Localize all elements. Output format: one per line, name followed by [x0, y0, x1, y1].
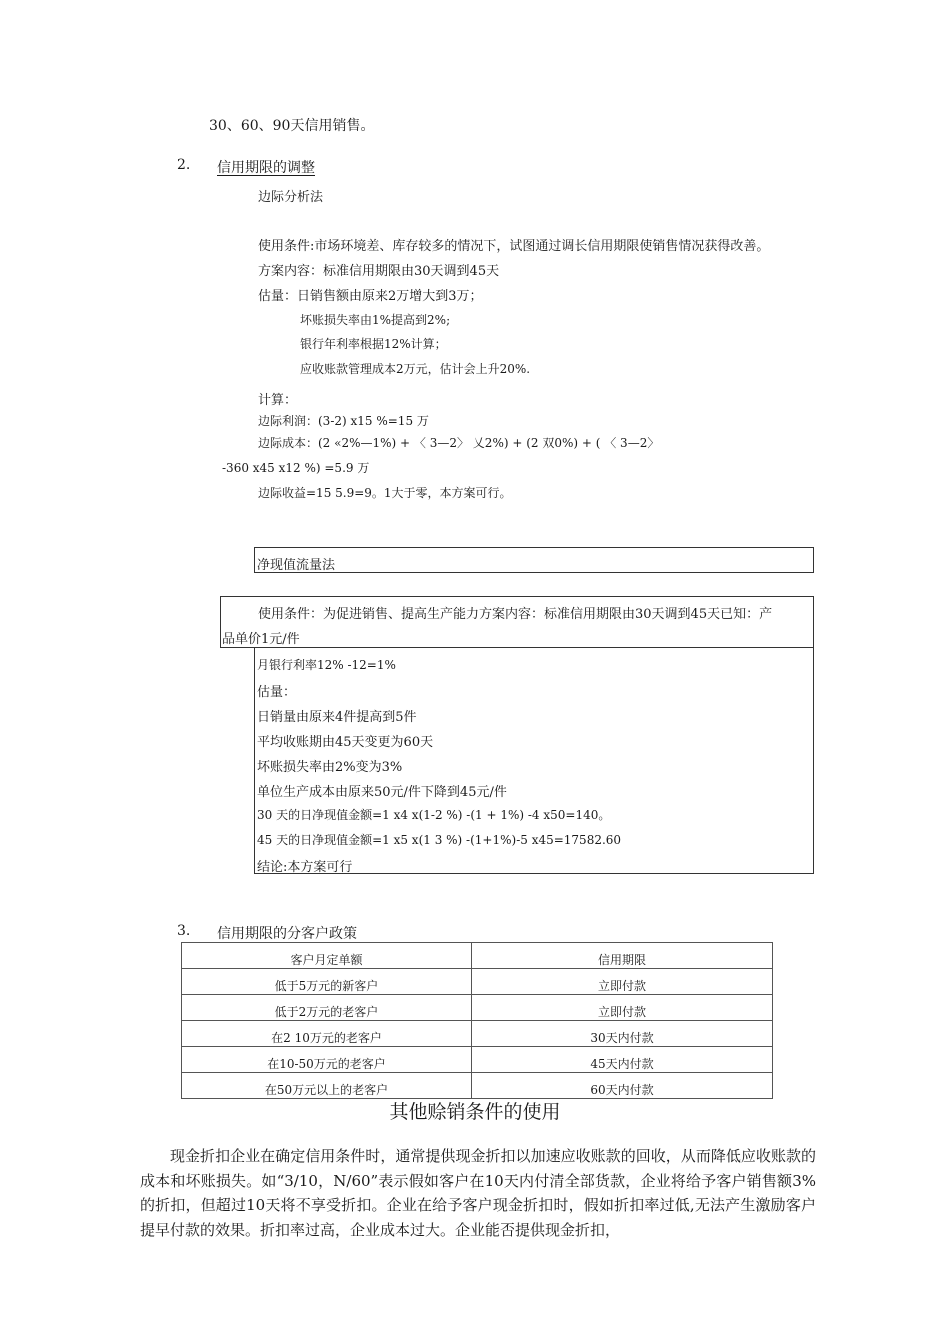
section3-number: 3.: [177, 923, 191, 939]
table-row: [182, 969, 773, 995]
calc-line: -360 x45 x12 %) =5.9 万: [222, 461, 370, 475]
npv-condition-line: 使用条件：为促进销售、提高生产能力方案内容：标准信用期限由30天调到45天已知：产: [258, 607, 773, 622]
table-cell: 低于5万元的新客户: [182, 969, 472, 995]
table-header-row: [182, 943, 773, 969]
section-heading: 其他赊销条件的使用: [389, 1101, 561, 1123]
table-header-cell: 信用期限: [472, 943, 773, 969]
estimate-label: 估量：日销售额由原来2万增大到3万；: [258, 289, 483, 304]
table-cell: 在2 10万元的老客户: [182, 1021, 472, 1047]
method2-title: 净现值流量法: [257, 558, 336, 573]
section2-title: 信用期限的调整: [217, 160, 315, 176]
credit-policy-table: [181, 942, 773, 1099]
npv-line: 估量：: [257, 685, 297, 700]
table-row: [182, 1021, 773, 1047]
npv-line: 月银行利率12% -12=1%: [257, 658, 396, 672]
body-paragraph: 现金折扣企业在确定信用条件时，通常提供现金折扣以加速应收账款的回收，从而降低应收账款的成本和坏账损失。如“3/10，N/60”表示假如客户在10天内付清全部货款，企业将给予客户销售额3%的折扣，但超过10天将不享受折扣。企业在给予客户现金折扣时，假如折扣率过低,无法产生激励客户提早付款的效果。折扣率过高，企业成本过大。企业能否提供现金折扣，: [140, 1147, 816, 1239]
table-row: [182, 1073, 773, 1099]
calc-line: 边际成本：(2 «2%—1%) + 〈 3—2〉 乂2%) + (2 双0%) + ( 〈 3—2〉: [258, 436, 660, 450]
table-cell: 立即付款: [472, 995, 773, 1021]
estimate-line: 应收账款管理成本2万元，估计会上升20%.: [300, 362, 531, 376]
npv-conclusion: 结论:本方案可行: [257, 860, 353, 875]
condition-text: 使用条件:市场环境差、库存较多的情况下，试图通过调长信用期限使销售情况获得改善。: [258, 239, 770, 254]
estimate-line: 银行年利率根据12%计算；: [300, 337, 447, 351]
calc-line: 边际收益=15 5.9=9。1大于零，本方案可行。: [258, 486, 512, 500]
method1-title: 边际分析法: [258, 190, 324, 205]
calc-line: 边际利润：(3-2) x15 %=15 万: [258, 414, 429, 428]
npv-condition-line: 品单价1元/件: [222, 632, 300, 647]
plan-text: 方案内容：标准信用期限由30天调到45天: [258, 264, 500, 279]
table-cell: 在50万元以上的老客户: [182, 1073, 472, 1099]
table-cell: 立即付款: [472, 969, 773, 995]
npv-line: 坏账损失率由2%变为3%: [257, 760, 403, 775]
table-cell: 30天内付款: [472, 1021, 773, 1047]
npv-line: 45 天的日净现值金额=1 x5 x(1 3 %) -(1+1%)-5 x45=17582.60: [257, 833, 622, 847]
npv-line: 平均收账期由45天变更为60天: [257, 735, 434, 750]
table-header-cell: 客户月定单额: [182, 943, 472, 969]
section3-title: 信用期限的分客户政策: [217, 926, 357, 942]
table-row: [182, 995, 773, 1021]
table-cell: 低于2万元的老客户: [182, 995, 472, 1021]
method2-box: [254, 547, 814, 573]
npv-line: 30 天的日净现值金额=1 x4 x(1-2 %) -(1 + 1%) -4 x50=140。: [257, 808, 611, 822]
npv-line: 日销量由原来4件提高到5件: [257, 710, 417, 725]
estimate-line: 坏账损失率由1%提高到2%;: [300, 313, 451, 327]
section2-number: 2.: [177, 157, 191, 173]
intro-line: 30、60、90天信用销售。: [209, 118, 375, 134]
table-cell: 45天内付款: [472, 1047, 773, 1073]
npv-line: 单位生产成本由原来50元/件下降到45元/件: [257, 785, 507, 800]
calc-label: 计算：: [258, 393, 298, 408]
table-row: [182, 1047, 773, 1073]
table-cell: 60天内付款: [472, 1073, 773, 1099]
table-cell: 在10-50万元的老客户: [182, 1047, 472, 1073]
